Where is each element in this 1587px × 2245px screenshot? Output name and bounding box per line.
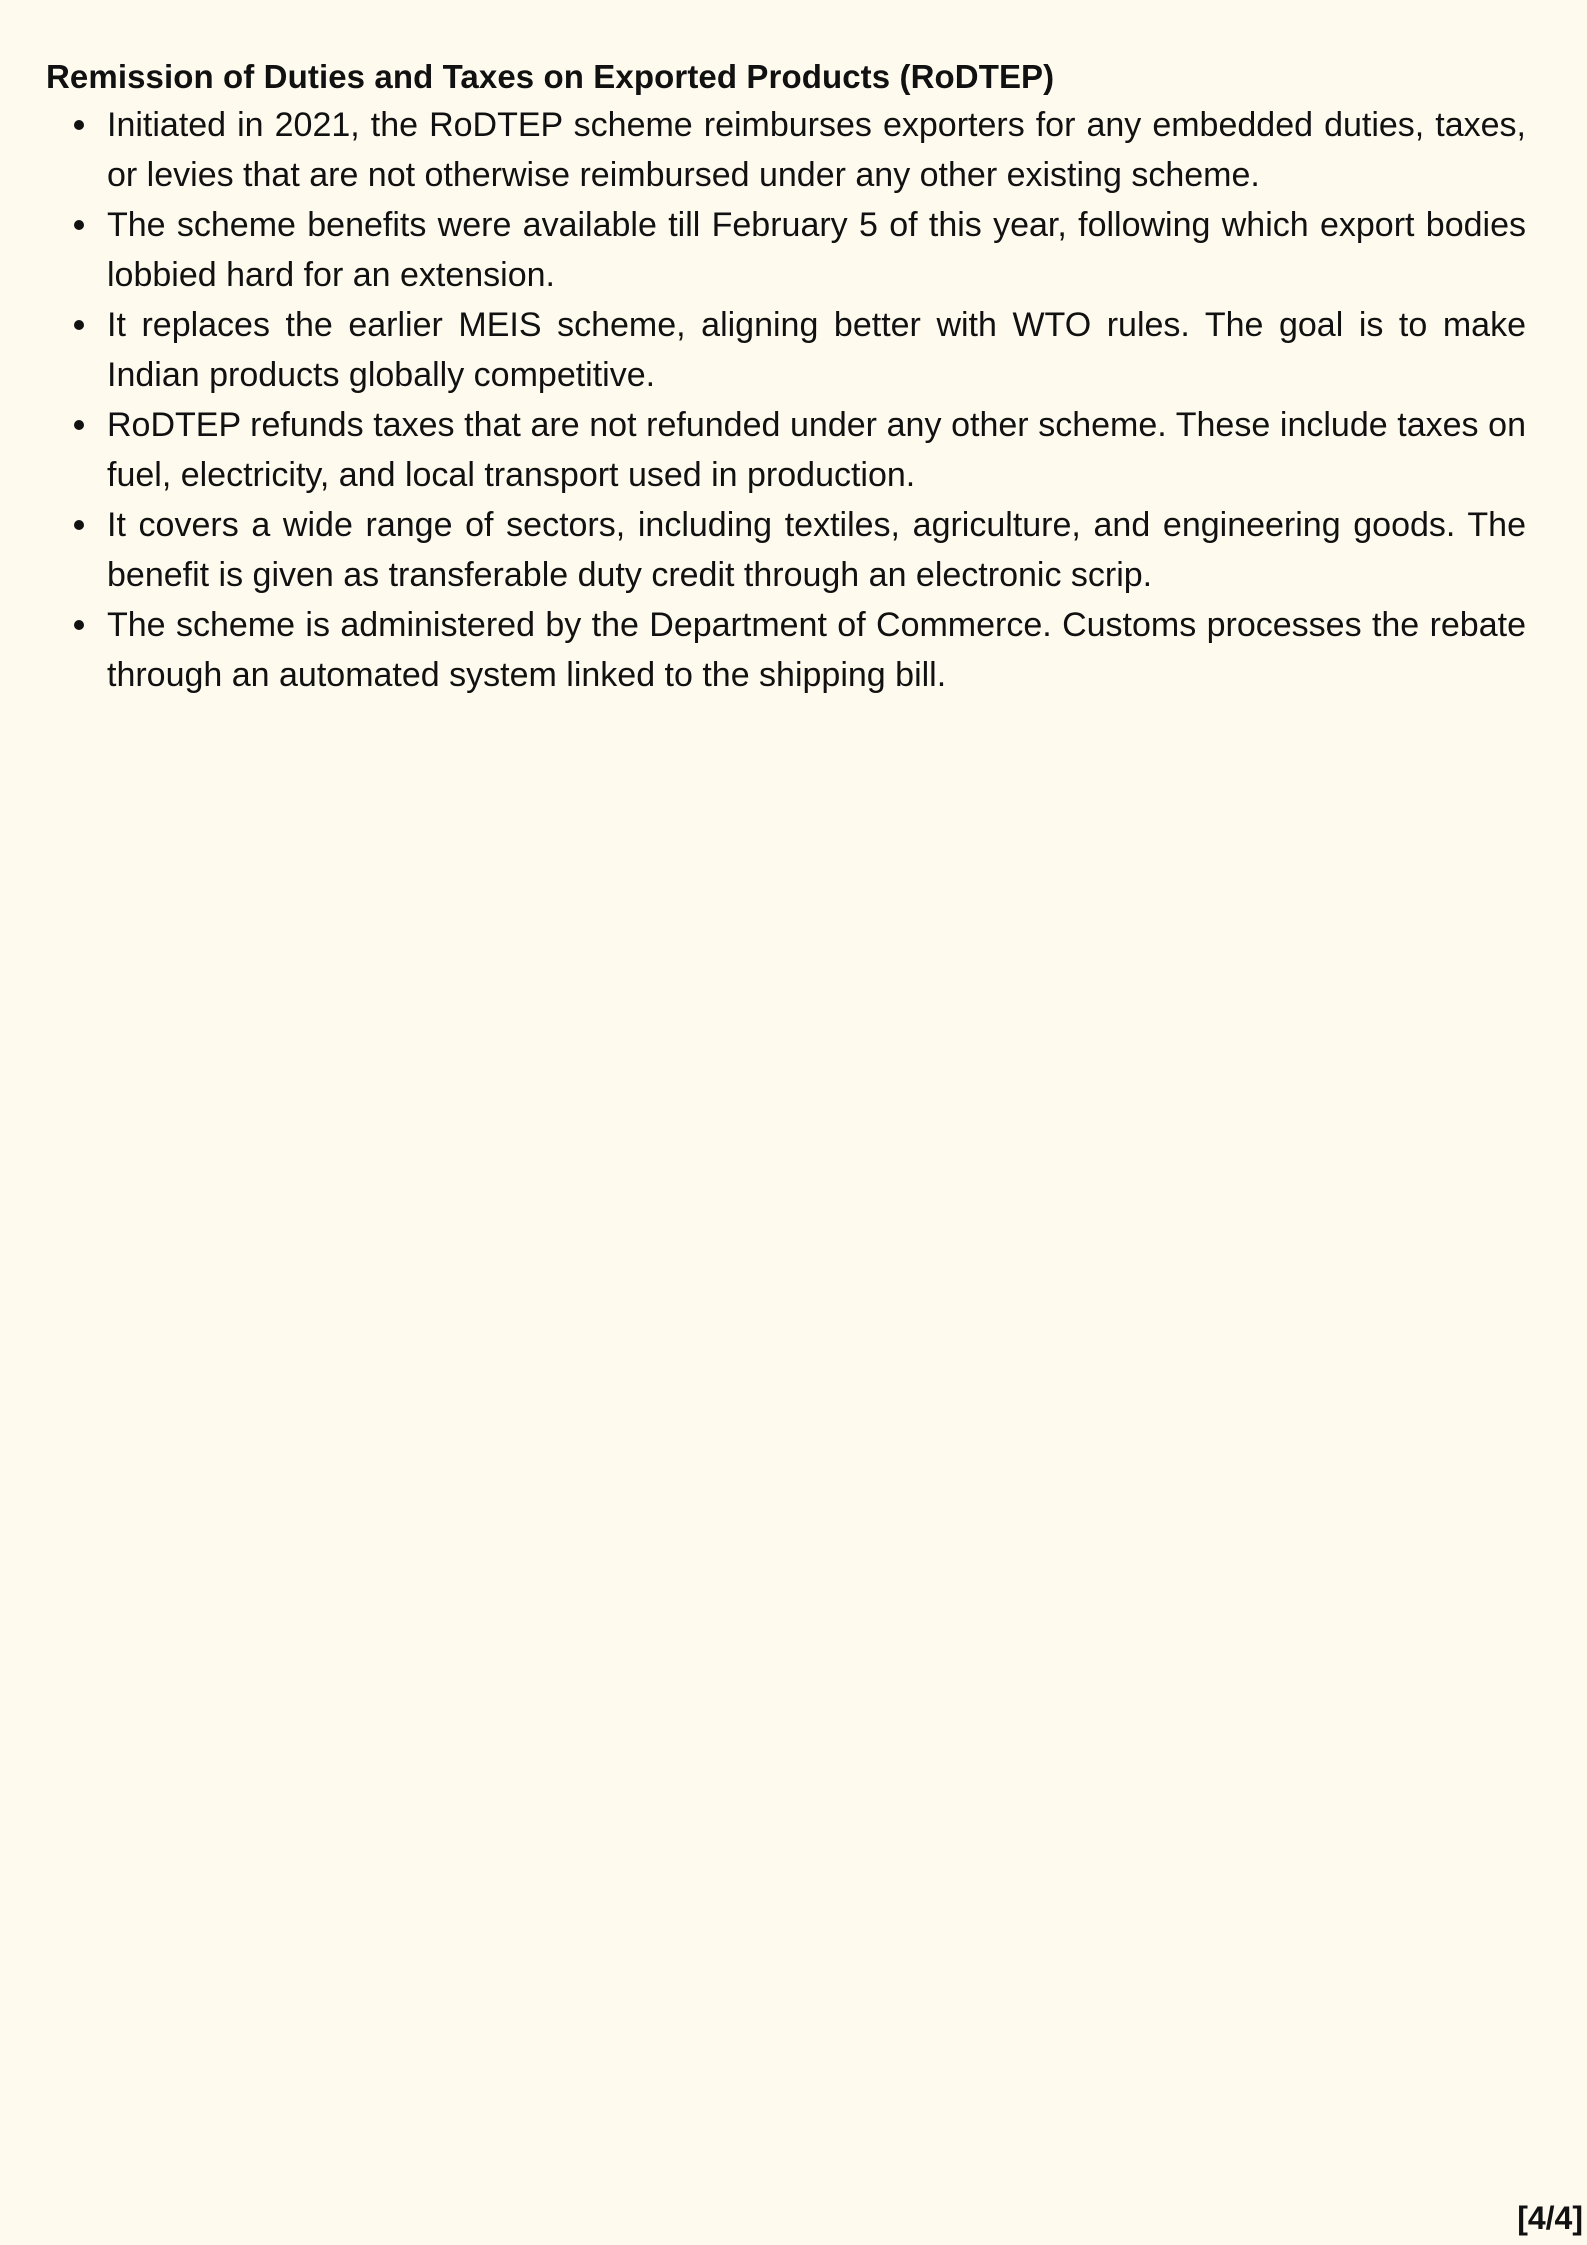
bullet-item: [107, 300, 1526, 400]
bullet-text: The scheme benefits were available till February 5 of this year, following which export bodies lobbied hard for an extension.: [107, 206, 1526, 294]
bullet-text: RoDTEP refunds taxes that are not refunded under any other scheme. These include taxes on fuel, electricity, and local transport used in production.: [107, 406, 1526, 494]
bullet-list: [107, 100, 1526, 700]
bullet-dot-icon: [74, 220, 84, 230]
bullet-item: [107, 100, 1526, 200]
bullet-dot-icon: [74, 120, 84, 130]
bullet-text: It replaces the earlier MEIS scheme, aligning better with WTO rules. The goal is to make Indian products globally competitive.: [107, 306, 1526, 394]
bullet-text: Initiated in 2021, the RoDTEP scheme reimburses exporters for any embedded duties, taxes, or levies that are not otherwise reimbursed under any other existing scheme.: [107, 106, 1526, 194]
bullet-text: It covers a wide range of sectors, including textiles, agriculture, and engineering goods. The benefit is given as transferable duty credit through an electronic scrip.: [107, 506, 1526, 594]
bullet-item: [107, 400, 1526, 500]
bullet-dot-icon: [74, 520, 84, 530]
bullet-dot-icon: [74, 620, 84, 630]
bullet-dot-icon: [74, 320, 84, 330]
bullet-item: [107, 200, 1526, 300]
bullet-item: [107, 600, 1526, 700]
bullet-text: The scheme is administered by the Department of Commerce. Customs processes the rebate through an automated system linked to the shipping bill.: [107, 606, 1526, 694]
bullet-item: [107, 500, 1526, 600]
section-title: Remission of Duties and Taxes on Exported Products (RoDTEP): [46, 58, 1055, 95]
page-number: [4/4]: [1517, 2200, 1583, 2236]
bullet-dot-icon: [74, 420, 84, 430]
